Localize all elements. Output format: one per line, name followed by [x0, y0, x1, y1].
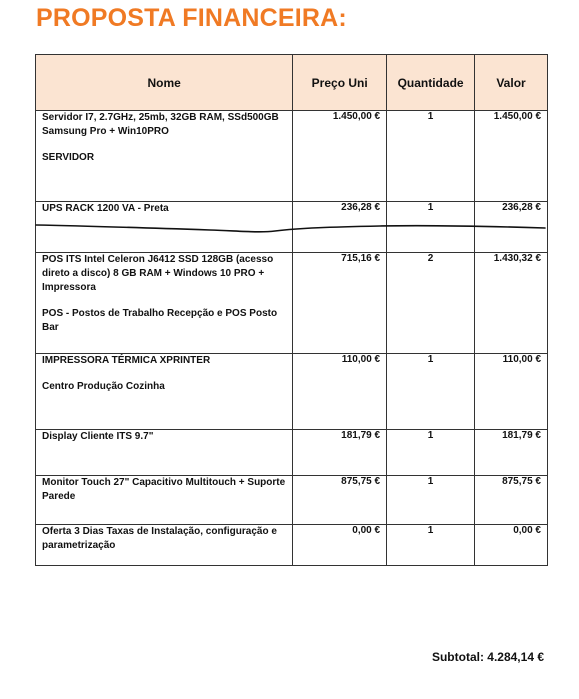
item-value: 110,00 €	[475, 354, 548, 430]
item-unit-price: 0,00 €	[293, 525, 387, 566]
item-name: Display Cliente ITS 9.7"	[42, 431, 154, 442]
proposal-table	[35, 54, 548, 566]
item-name: Oferta 3 Dias Taxas de Instalação, configuração e parametrização	[42, 526, 277, 551]
item-name-cell	[36, 354, 293, 430]
item-name: POS ITS Intel Celeron J6412 SSD 128GB (acesso direto a disco) 8 GB RAM + Windows 10 PRO + Impressora	[42, 254, 274, 293]
item-name-cell	[36, 525, 293, 566]
item-value: 236,28 €	[475, 202, 548, 253]
item-name-cell	[36, 111, 293, 202]
item-value: 181,79 €	[475, 430, 548, 476]
table-row	[36, 430, 548, 476]
table-row-struck	[36, 202, 548, 253]
item-unit-price: 236,28 €	[293, 202, 387, 253]
table-row	[36, 253, 548, 354]
item-note: POS - Postos de Trabalho Recepção e POS Posto Bar	[42, 308, 278, 333]
item-quantity: 1	[387, 354, 475, 430]
item-note: Centro Produção Cozinha	[42, 381, 165, 392]
table-row	[36, 354, 548, 430]
item-value: 0,00 €	[475, 525, 548, 566]
page-title: PROPOSTA FINANCEIRA:	[36, 4, 347, 32]
table-row	[36, 111, 548, 202]
item-name-cell	[36, 430, 293, 476]
column-header-value: Valor	[475, 55, 548, 111]
column-header-quantity: Quantidade	[387, 55, 475, 111]
item-note: SERVIDOR	[42, 152, 95, 163]
item-name: IMPRESSORA TÉRMICA XPRINTER	[42, 355, 211, 366]
item-name-cell	[36, 202, 293, 253]
item-quantity: 1	[387, 202, 475, 253]
item-quantity: 2	[387, 253, 475, 354]
column-header-unit-price: Preço Uni	[293, 55, 387, 111]
item-name: Monitor Touch 27" Capacitivo Multitouch + Suporte Parede	[42, 477, 286, 502]
item-name: UPS RACK 1200 VA - Preta	[42, 203, 169, 214]
item-name-cell	[36, 476, 293, 525]
item-unit-price: 1.450,00 €	[293, 111, 387, 202]
item-value: 1.450,00 €	[475, 111, 548, 202]
item-value: 875,75 €	[475, 476, 548, 525]
item-quantity: 1	[387, 111, 475, 202]
item-name: Servidor I7, 2.7GHz, 25mb, 32GB RAM, SSd500GB Samsung Pro + Win10PRO	[42, 112, 279, 137]
subtotal: Subtotal: 4.284,14 €	[431, 650, 544, 664]
table-row	[36, 525, 548, 566]
item-unit-price: 875,75 €	[293, 476, 387, 525]
item-value: 1.430,32 €	[475, 253, 548, 354]
item-quantity: 1	[387, 525, 475, 566]
item-unit-price: 715,16 €	[293, 253, 387, 354]
item-unit-price: 110,00 €	[293, 354, 387, 430]
column-header-name: Nome	[36, 55, 293, 111]
item-quantity: 1	[387, 430, 475, 476]
table-row	[36, 476, 548, 525]
item-unit-price: 181,79 €	[293, 430, 387, 476]
table-header-row	[36, 55, 548, 111]
item-quantity: 1	[387, 476, 475, 525]
item-name-cell	[36, 253, 293, 354]
